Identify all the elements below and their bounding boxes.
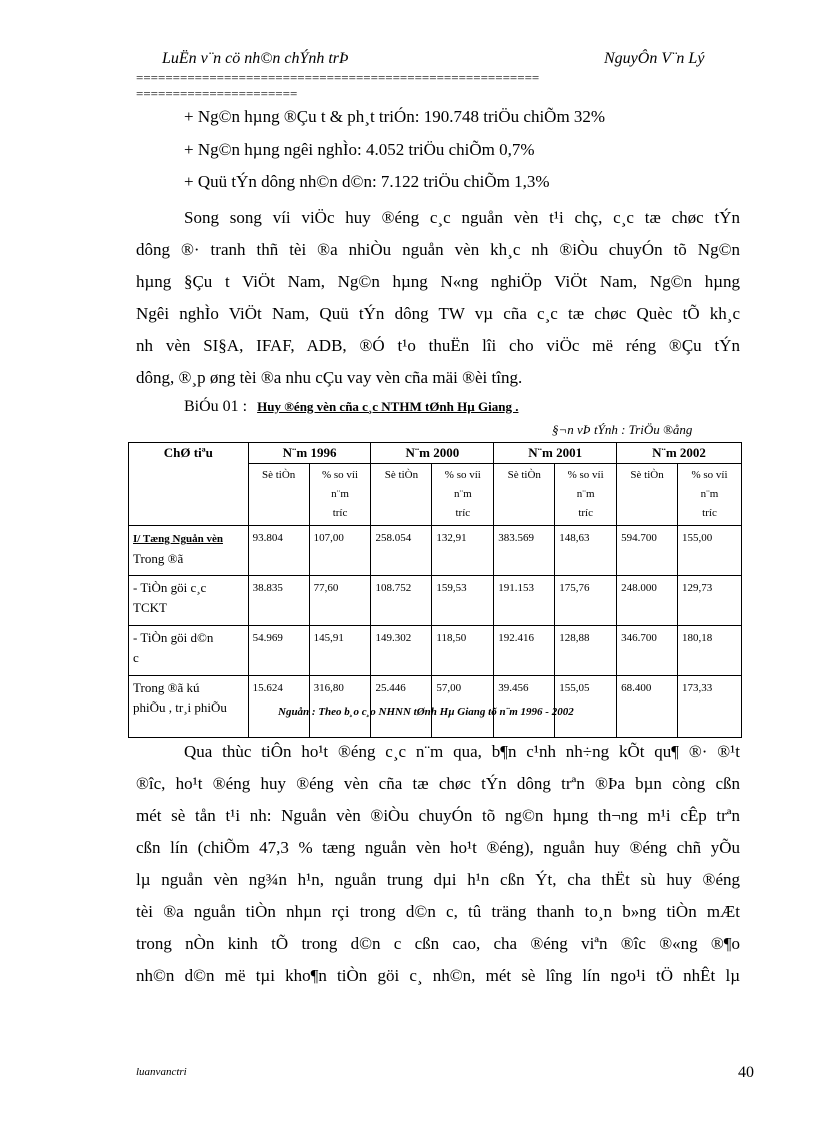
pct-subheader: % so víi n¨m tríc xyxy=(555,464,617,526)
table-cell: 68.400 xyxy=(617,676,678,738)
amount-subheader: Sè tiÒn xyxy=(617,464,678,526)
page-number: 40 xyxy=(738,1064,754,1081)
amount-subheader: Sè tiÒn xyxy=(371,464,432,526)
table-cell: 145,91 xyxy=(309,626,371,676)
table-cell: 148,63 xyxy=(555,526,617,576)
table-cell: 25.446 xyxy=(371,676,432,738)
paragraph-assessment xyxy=(136,736,740,992)
paragraph-line: ®îc, ho¹t ®éng huy ®éng vèn cña tæ chøc tÝn dông trªn ®Þa bµn còng cßn xyxy=(136,774,740,793)
header-author: NguyÔn V¨n Lý xyxy=(604,50,705,67)
table-cell: 594.700 xyxy=(617,526,678,576)
pct-subheader: % so víi n¨m tríc xyxy=(678,464,742,526)
table-cell: 77,60 xyxy=(309,576,371,626)
row-label: Trong ®ã kú phiÕu , tr¸i phiÕu xyxy=(129,676,249,738)
table-cell: 149.302 xyxy=(371,626,432,676)
bullet-item: + Ng©n hµng ngêi nghÌo: 4.052 triÖu chiÕm 0,7% xyxy=(184,140,535,159)
row-label: I/ Tæng Nguån vèn Trong ®ã xyxy=(129,526,249,576)
unit-note: §¬n vÞ tÝnh : TriÖu ®ång xyxy=(552,422,693,437)
table-cell: 248.000 xyxy=(617,576,678,626)
table-row xyxy=(129,626,742,676)
paragraph-line: tèi ®a nguån tiÒn nhµn rçi trong d©n c, tû träng thanh to¸n b»ng tiÒn mÆt xyxy=(136,902,740,921)
table-cell: 38.835 xyxy=(248,576,309,626)
row-label: - TiÒn göi c¸c TCKT xyxy=(129,576,249,626)
pct-subheader: % so víi n¨m tríc xyxy=(309,464,371,526)
table-cell: 57,00 xyxy=(432,676,494,738)
footer-site: luanvanctri xyxy=(136,1066,187,1078)
table-caption xyxy=(184,398,518,416)
paragraph-funding xyxy=(136,202,740,394)
table-cell: 15.624 xyxy=(248,676,309,738)
paragraph-line: nh©n d©n më tµi kho¶n tiÒn göi c¸ nh©n, mét sè lîng lín ngo¹i tÖ nhÊt lµ xyxy=(136,966,740,985)
table-header-row xyxy=(129,443,742,464)
table-cell: 346.700 xyxy=(617,626,678,676)
bullet-item: + Ng©n hµng ®Çu t & ph¸t triÓn: 190.748 triÖu chiÕm 32% xyxy=(184,107,606,126)
row-label: - TiÒn göi d©n c xyxy=(129,626,249,676)
table-cell: 107,00 xyxy=(309,526,371,576)
table-cell: 93.804 xyxy=(248,526,309,576)
table-row xyxy=(129,576,742,626)
table-cell: 159,53 xyxy=(432,576,494,626)
indicator-header: ChØ tiªu xyxy=(129,443,249,526)
paragraph-line: mét sè tån t¹i nh: Nguån vèn ®iÒu chuyÓn tõ ng©n hµng th¬ng m¹i cÊp trªn xyxy=(136,806,740,825)
paragraph-line: cßn lín (chiÕm 47,3 % tæng nguån vèn ho¹t ®éng), nguån huy ®éng chñ yÕu xyxy=(136,838,740,857)
table-cell: 191.153 xyxy=(494,576,555,626)
year-header: N¨m 1996 xyxy=(248,443,371,464)
amount-subheader: Sè tiÒn xyxy=(248,464,309,526)
year-header: N¨m 2002 xyxy=(617,443,742,464)
table-caption-title: Huy ®éng vèn cña c¸c NTHM tØnh Hµ Giang . xyxy=(257,399,519,414)
table-cell: 258.054 xyxy=(371,526,432,576)
table-cell: 173,33 xyxy=(678,676,742,738)
paragraph-line: dông, ®¸p øng tèi ®a nhu cÇu vay vèn cña mäi ®èi tîng. xyxy=(136,368,523,387)
table-cell: 39.456 xyxy=(494,676,555,738)
header-rule-continued: ====================== xyxy=(136,86,298,101)
paragraph-line: trong nÒn kinh tÕ trong d©n c cßn cao, cha ®éng viªn ®îc ®«ng ®¶o xyxy=(136,934,740,953)
table-cell: 129,73 xyxy=(678,576,742,626)
paragraph-line: dông ®· tranh thñ tèi ®a nhiÒu nguån vèn kh¸c nh ®iÒu chuyÓn tõ Ng©n xyxy=(136,240,740,259)
paragraph-line: hµng §Çu t ViÖt Nam, Ng©n hµng N«ng nghiÖp ViÖt Nam, Ng©n hµng xyxy=(136,272,740,291)
table-cell: 128,88 xyxy=(555,626,617,676)
year-header: N¨m 2000 xyxy=(371,443,494,464)
table-source-note: Nguån : Theo b¸o c¸o NHNN tØnh Hµ Giang tõ n¨m 1996 - 2002 xyxy=(278,706,574,718)
table-cell: 155,05 xyxy=(555,676,617,738)
paragraph-line: Song song víi viÖc huy ®éng c¸c nguån vèn t¹i chç, c¸c tæ chøc tÝn xyxy=(184,208,740,227)
year-header: N¨m 2001 xyxy=(494,443,617,464)
bullet-item: + Quü tÝn dông nh©n d©n: 7.122 triÖu chiÕm 1,3% xyxy=(184,172,550,191)
table-cell: 192.416 xyxy=(494,626,555,676)
table-cell: 155,00 xyxy=(678,526,742,576)
paragraph-line: Qua thùc tiÔn ho¹t ®éng c¸c n¨m qua, b¶n c¹nh nh÷ng kÕt qu¶ ®· ®¹t xyxy=(184,742,740,761)
table-cell: 132,91 xyxy=(432,526,494,576)
paragraph-line: nh vèn SI§A, IFAF, ADB, ®Ó t¹o thuËn lîi cho viÖc më réng ®Çu tÝn xyxy=(136,336,740,355)
table-caption-label: BiÓu 01 : xyxy=(184,398,248,415)
paragraph-line: Ngêi nghÌo ViÖt Nam, Quü tÝn dông TW vµ cña c¸c tæ chøc Quèc tÕ kh¸c xyxy=(136,304,740,323)
table-cell: 383.569 xyxy=(494,526,555,576)
table-cell: 54.969 xyxy=(248,626,309,676)
pct-subheader: % so víi n¨m tríc xyxy=(432,464,494,526)
table-cell: 108.752 xyxy=(371,576,432,626)
table-cell: 175,76 xyxy=(555,576,617,626)
table-cell: 316,80 xyxy=(309,676,371,738)
table-cell: 180,18 xyxy=(678,626,742,676)
table-row xyxy=(129,526,742,576)
funding-table xyxy=(128,442,742,738)
header-rule: ======================================================= xyxy=(136,70,540,85)
header-left-title: LuËn v¨n cö nh©n chÝnh trÞ xyxy=(162,50,349,67)
paragraph-line: lµ nguån vèn ng¾n h¹n, nguån trung dµi h¹n cßn Ýt, cha thËt sù huy ®éng xyxy=(136,870,740,889)
amount-subheader: Sè tiÒn xyxy=(494,464,555,526)
table-cell: 118,50 xyxy=(432,626,494,676)
